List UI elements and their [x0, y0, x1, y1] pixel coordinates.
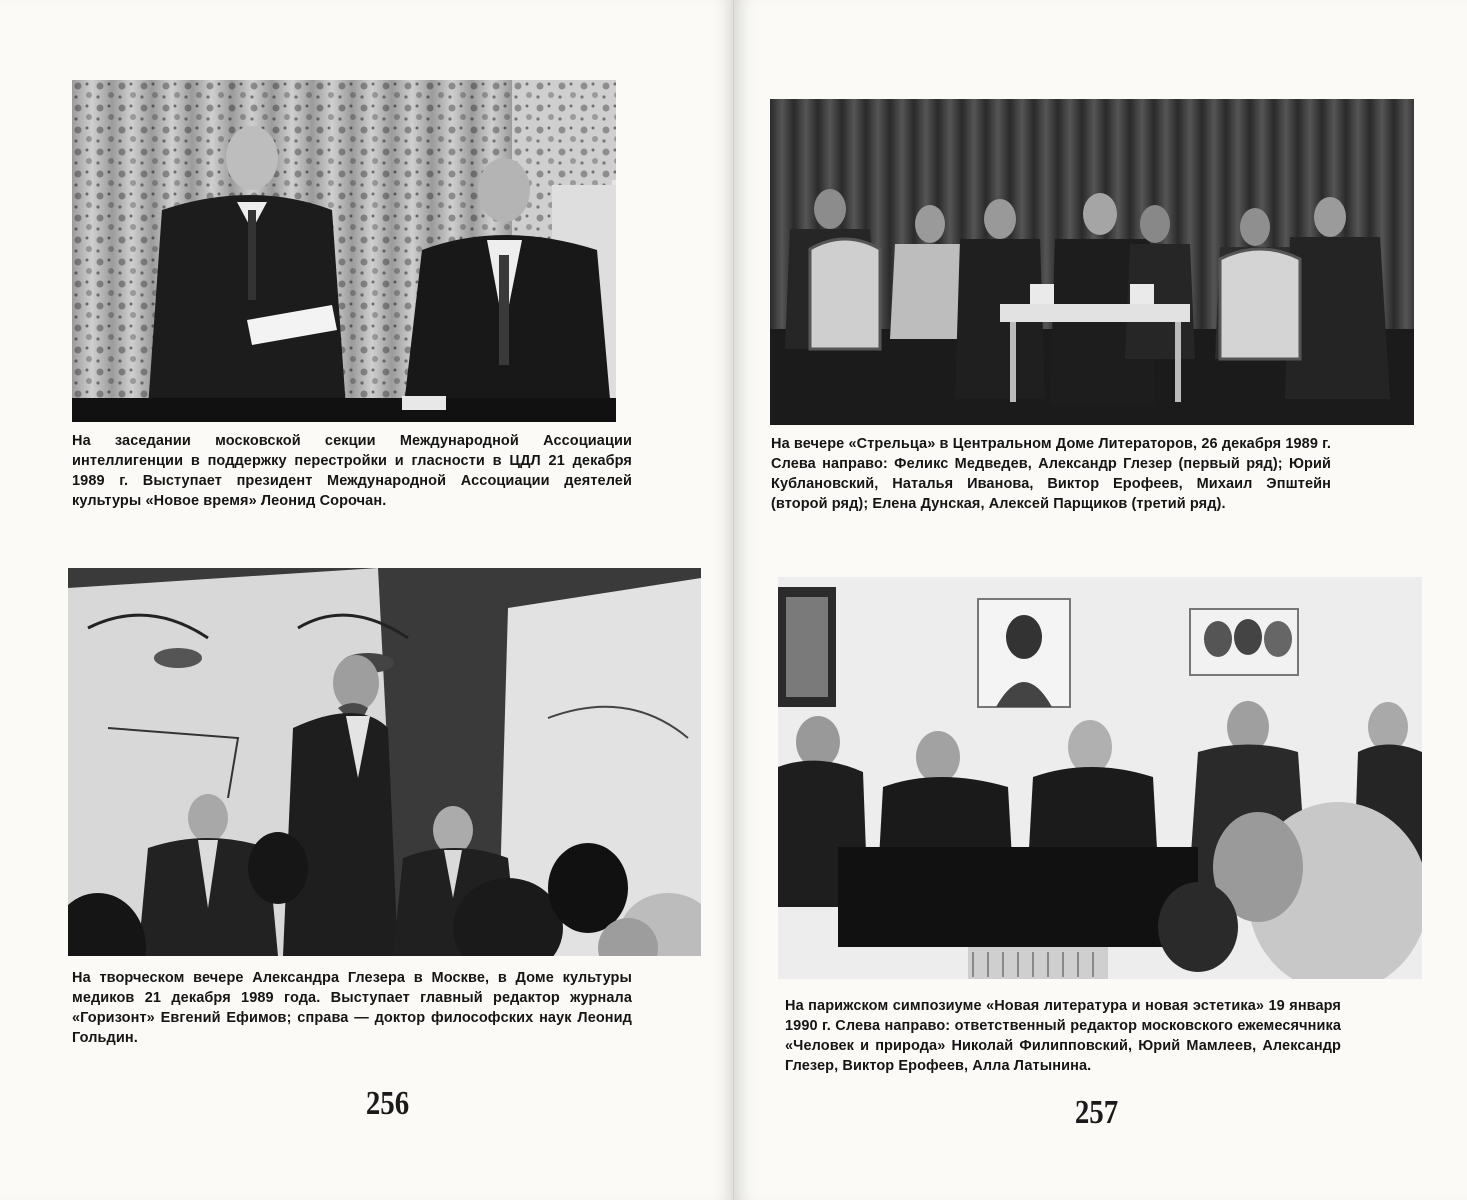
page-number-left: 256: [365, 1085, 410, 1122]
photo-bottom-right: [778, 577, 1422, 979]
right-page: [735, 0, 1467, 1200]
caption-top-right: На вечере «Стрельца» в Центральном Доме Литераторов, 26 декабря 1989 г. Слева направо: Феликс Медведев, Александр Глезер (первый ряд); Юрий Кублановский, Наталья Иванова, Виктор Ерофеев, Михаил Эпштейн (второй ряд); Елена Дунская, Алексей Парщиков (третий ряд).: [771, 436, 1331, 512]
caption-bottom-left: На творческом вечере Александра Глезера в Москве, в Доме культуры медиков 21 декабря 1989 года. Выступает главный редактор журнала «Горизонт» Евгений Ефимов; справа — доктор философских наук Леонид Гольдин.: [72, 970, 632, 1046]
photo-bottom-left: [68, 568, 701, 956]
photo-top-left: [72, 80, 616, 422]
caption-bottom-right: На парижском симпозиуме «Новая литература и новая эстетика» 19 января 1990 г. Слева направо: ответственный редактор московского ежемесячника «Человек и природа» Николай Филипповский, Юрий Мамлеев, Александр Глезер, Виктор Ерофеев, Алла Латынина.: [785, 998, 1341, 1074]
page-number-right: 257: [1074, 1094, 1119, 1131]
caption-top-left: На заседании московской секции Международной Ассоциации интеллигенции в поддержку перестройки и гласности в ЦДЛ 21 декабря 1989 г. Выступает президент Международной Ассоциации деятелей культуры «Новое время» Леонид Сорочан.: [72, 433, 632, 509]
photo-top-right: [770, 99, 1414, 425]
